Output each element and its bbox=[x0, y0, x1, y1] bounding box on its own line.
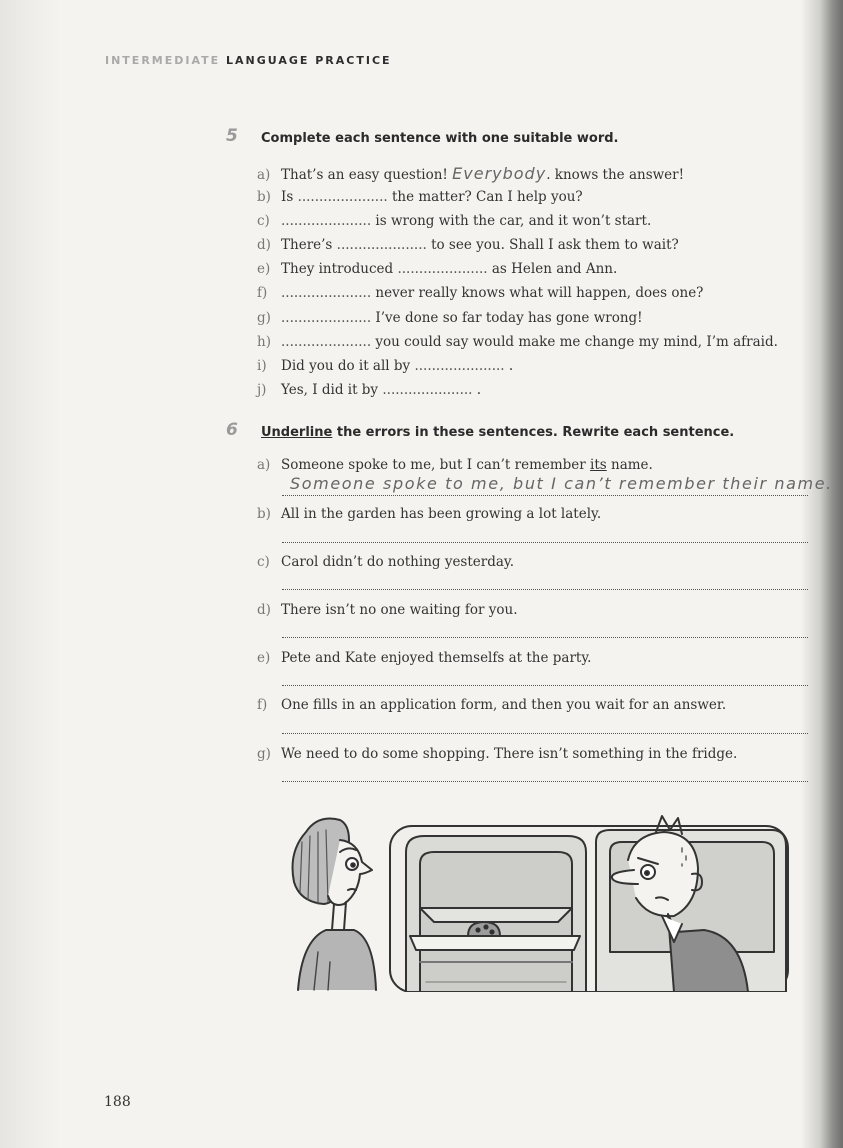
answer-line-e bbox=[282, 685, 808, 686]
ex5-item-h: h) ..................... you could say would make me change my mind, I’m afraid. bbox=[257, 334, 778, 350]
ex5-item-g: g) ..................... I’ve done so far today has gone wrong! bbox=[257, 310, 643, 326]
ex5-item-j: j) Yes, I did it by ..................... . bbox=[257, 382, 482, 398]
exercise-5-number: 5 bbox=[226, 126, 238, 146]
exercise-5-instruction: Complete each sentence with one suitable word. bbox=[261, 131, 619, 146]
ex5-item-e: e) They introduced ..................... as Helen and Ann. bbox=[257, 261, 618, 277]
ex5-item-c: c) ..................... is wrong with the car, and it won’t start. bbox=[257, 213, 652, 229]
page-number: 188 bbox=[104, 1094, 131, 1110]
answer-line-d bbox=[282, 637, 808, 638]
fridge-shelf bbox=[410, 936, 580, 950]
fridge-food bbox=[468, 922, 500, 936]
woman-neck bbox=[332, 902, 346, 930]
answer-line-c bbox=[282, 589, 808, 590]
ex6-item-e: e) Pete and Kate enjoyed themselfs at the party. bbox=[257, 650, 592, 666]
handwritten-answer-a: Someone spoke to me, but I can’t remember their name. bbox=[290, 474, 833, 493]
answer-line-f bbox=[282, 733, 808, 734]
running-header: INTERMEDIATE LANGUAGE PRACTICE bbox=[105, 54, 392, 67]
ex5-item-i: i) Did you do it all by ..................... . bbox=[257, 358, 514, 374]
ex6-item-a: a) Someone spoke to me, but I can’t remember its name. bbox=[257, 457, 653, 473]
ex6-item-g: g) We need to do some shopping. There isn’t something in the fridge. bbox=[257, 746, 738, 762]
ex5-item-f: f) ..................... never really knows what will happen, does one? bbox=[257, 285, 704, 301]
answer-line-a bbox=[282, 495, 808, 496]
ex6-item-f: f) One fills in an application form, and then you wait for an answer. bbox=[257, 697, 727, 713]
ex6-item-c: c) Carol didn’t do nothing yesterday. bbox=[257, 554, 515, 570]
ex5-item-a: a) That’s an easy question! Everybody. knows the answer! bbox=[257, 164, 685, 183]
underlined-error: its bbox=[590, 457, 607, 473]
answer-line-g bbox=[282, 781, 808, 782]
ex5-item-d: d) There’s ..................... to see you. Shall I ask them to wait? bbox=[257, 237, 679, 253]
ex6-item-b: b) All in the garden has been growing a lot lately. bbox=[257, 506, 602, 522]
page-gutter-shadow bbox=[0, 0, 60, 1148]
page-edge-shadow bbox=[801, 0, 843, 1148]
exercise-6-instruction: Underline the errors in these sentences. Rewrite each sentence. bbox=[261, 425, 735, 440]
ex6-item-d: d) There isn’t no one waiting for you. bbox=[257, 602, 518, 618]
exercise-6-number: 6 bbox=[226, 420, 238, 440]
woman-body bbox=[298, 930, 376, 990]
ex5-item-b: b) Is ..................... the matter? Can I help you? bbox=[257, 189, 583, 205]
fridge-illustration bbox=[278, 812, 790, 992]
handwritten-answer: Everybody bbox=[452, 164, 547, 183]
answer-line-b bbox=[282, 542, 808, 543]
